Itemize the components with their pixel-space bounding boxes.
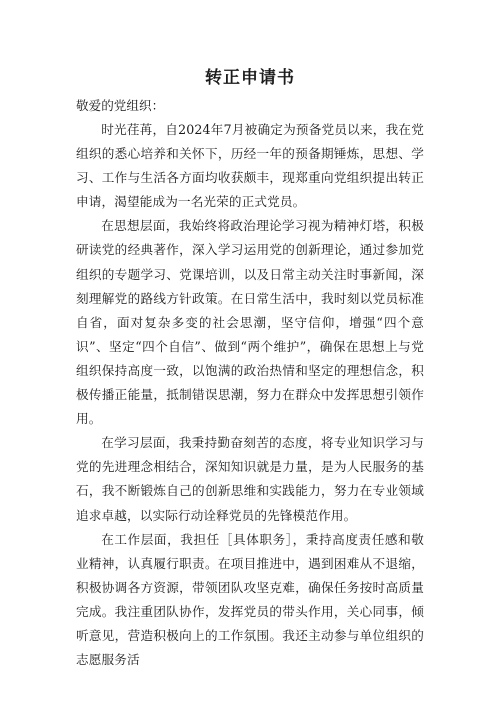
salutation: 敬爱的党组织： [76, 98, 165, 113]
paragraph-ideology: 在思想层面，我始终将政治理论学习视为精神灯塔，积极研读党的经典著作，深入学习运用党的创新理论，通过参加党组织的专题学习、党课培训，以及日常主动关注时事新闻，深刻理解党的路线方针政策。在日常生活中，我时刻以党员标准自省，面对复杂多变的社会思潮，坚守信仰，增强“四个意识”、坚定“四个自信”、做到“两个维护”，确保在思想上与党组织保持高度一致，以饱满的政治热情和坚定的理想信念，积极传播正能量，抵制错误思潮，努力在群众中发挥思想引领作用。 [76, 218, 424, 427]
paragraph-intro: 时光荏苒，自2024年7月被确定为预备党员以来，我在党组织的悉心培养和关怀下，历经一年的预备期锤炼，思想、学习、工作与生活各方面均收获颇丰，现郑重向党组织提出转正申请，渴望能成为一名光荣的正式党员。 [76, 122, 424, 210]
paragraph-study: 在学习层面，我秉持勤奋刻苦的态度，将专业知识学习与党的先进理念相结合，深知知识就是力量，是为人民服务的基石，我不断锻炼自己的创新思维和实践能力，努力在专业领域追求卓越，以实际行动诠释党员的先锋模范作用。 [76, 435, 424, 523]
document-title: 转正申请书 [205, 68, 295, 88]
paragraph-work: 在工作层面，我担任［具体职务］，秉持高度责任感和敬业精神，认真履行职责。在项目推进中，遇到困难从不退缩，积极协调各方资源，带领团队攻坚克难，确保任务按时高质量完成。我注重团队协作，发挥党员的带头作用，关心同事，倾听意见，营造积极向上的工作氛围。我还主动参与单位组织的志愿服务活 [76, 531, 424, 668]
document-body [76, 118, 424, 672]
